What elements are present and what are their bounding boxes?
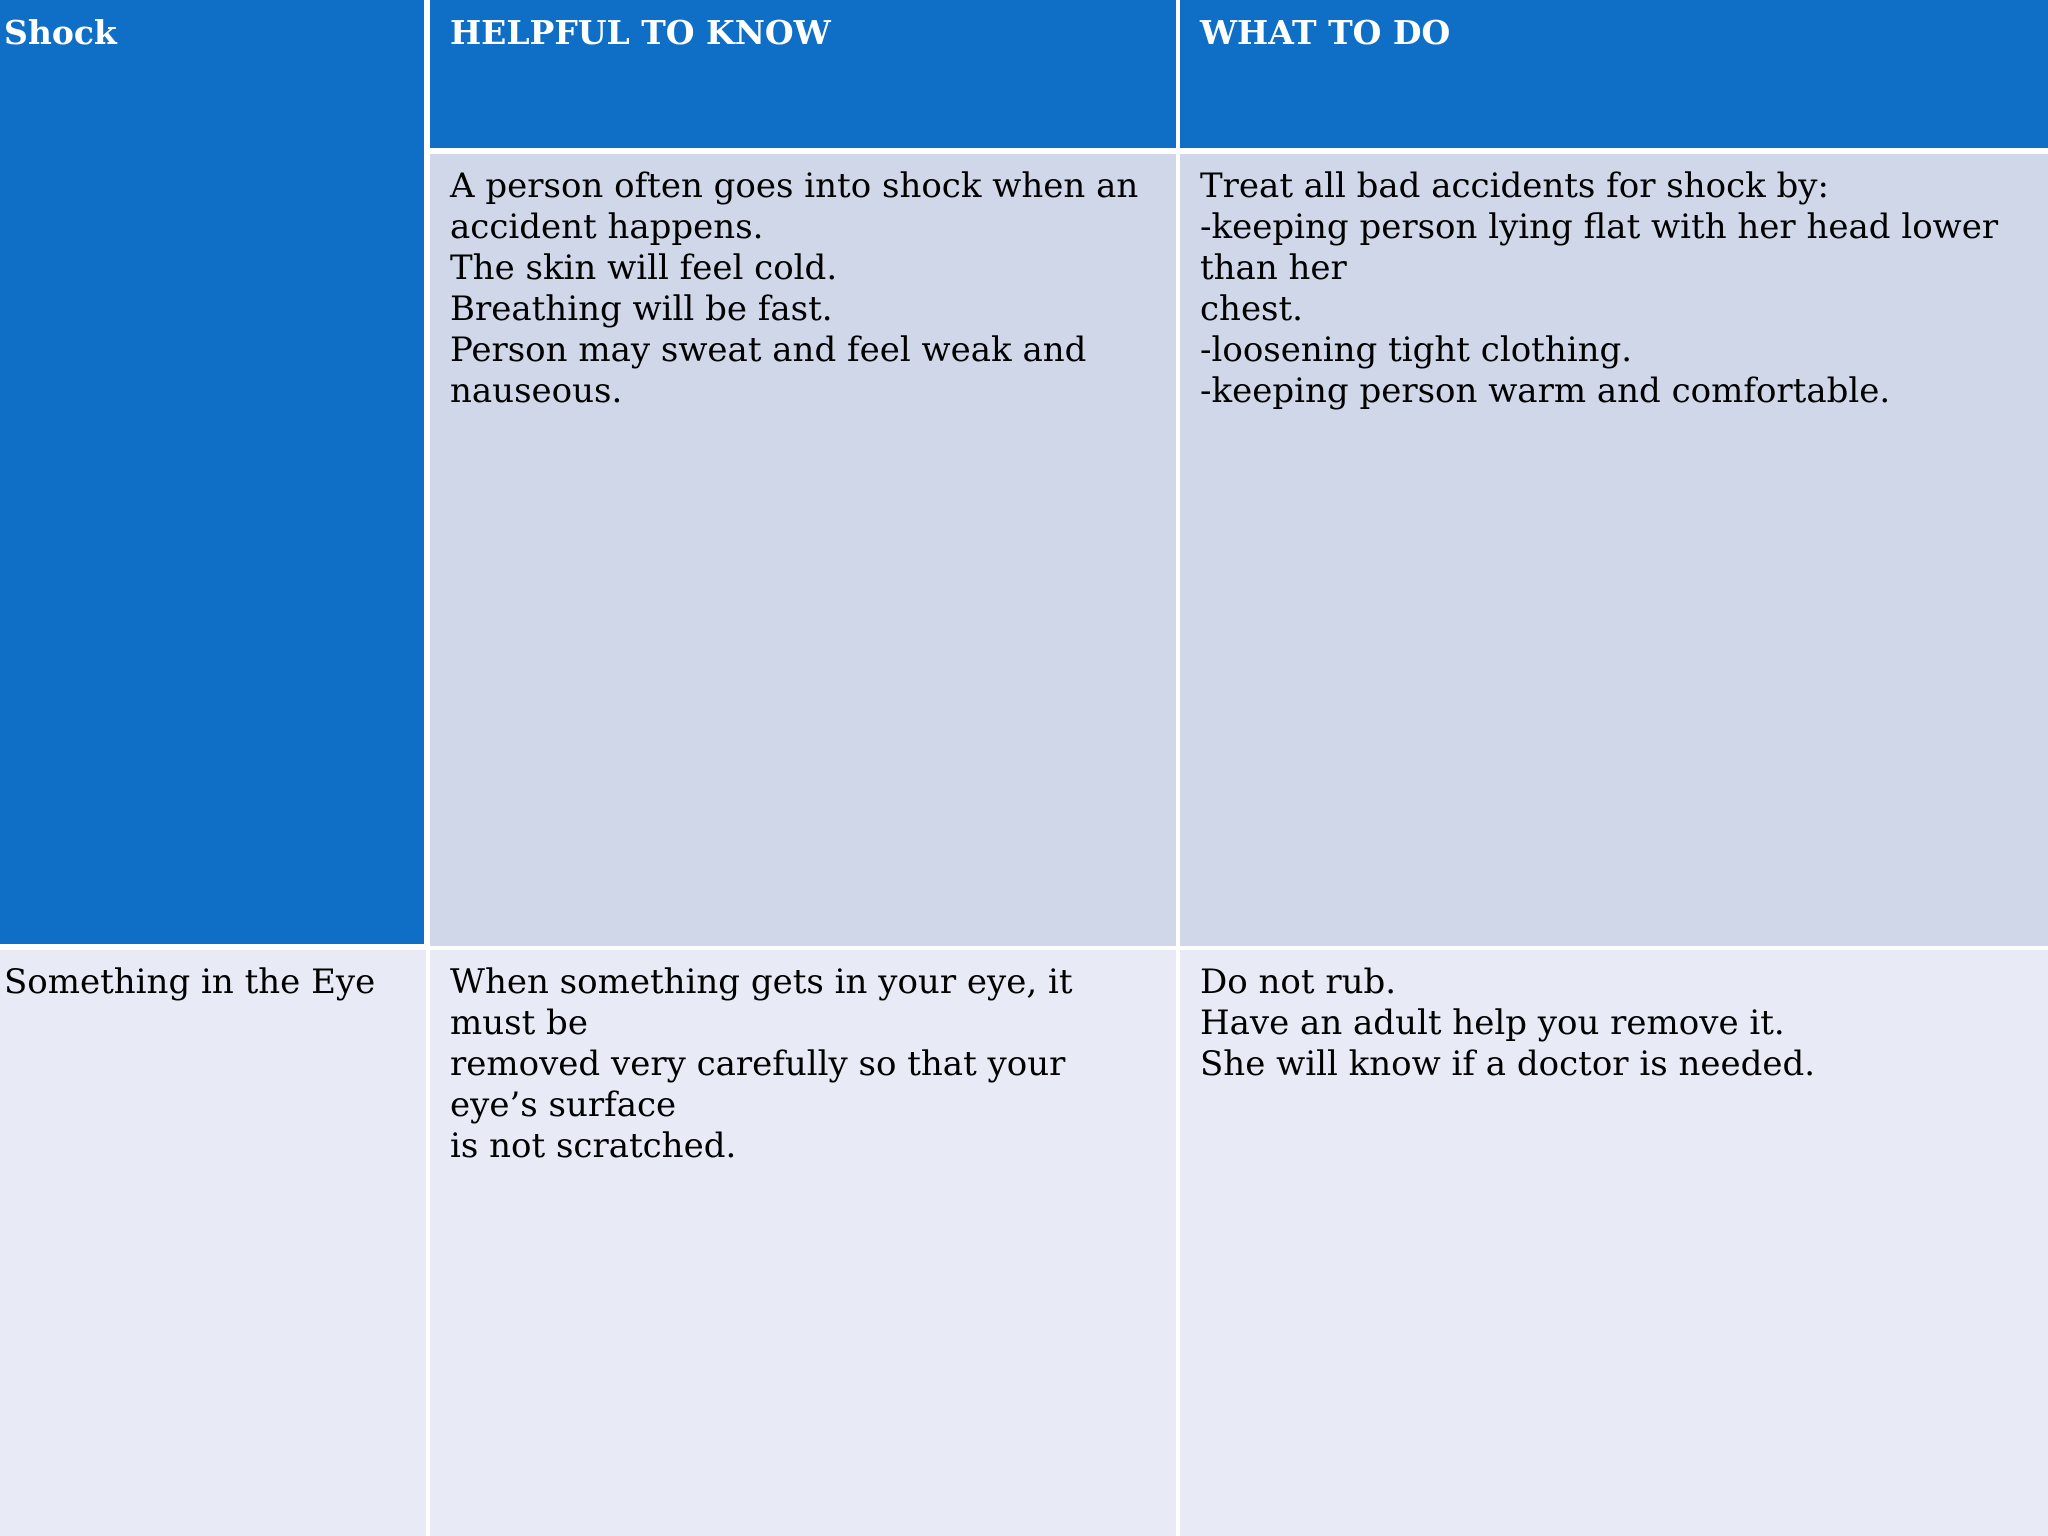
- text-line: When something gets in your eye, it must be: [450, 962, 1084, 1043]
- text-line: -loosening tight clothing.: [1200, 330, 1633, 370]
- text-line: She will know if a doctor is needed.: [1200, 1044, 1816, 1084]
- text-line: chest.: [1200, 289, 1303, 329]
- text-line: Treat all bad accidents for shock by:: [1200, 166, 1829, 206]
- topic-label: Shock: [4, 13, 117, 52]
- text-line: is not scratched.: [450, 1126, 737, 1166]
- column-header-what-to-do: [1180, 0, 2048, 148]
- text-line: -keeping person lying flat with her head lower than her: [1200, 207, 2009, 288]
- text-line: The skin will feel cold.: [450, 248, 838, 288]
- table-cell-shock-what-to-do: [1180, 154, 2048, 946]
- table-cell-shock-helpful: [430, 154, 1176, 946]
- column-header-label: HELPFUL TO KNOW: [450, 13, 831, 52]
- column-header-label: WHAT TO DO: [1200, 13, 1451, 52]
- text-line: -keeping person warm and comfortable.: [1200, 371, 1891, 411]
- topic-cell-shock: [0, 0, 424, 944]
- text-line: A person often goes into shock when an: [450, 166, 1139, 206]
- text-line: accident happens.: [450, 207, 764, 247]
- topic-cell-eye: [0, 950, 426, 1536]
- text-line: Person may sweat and feel weak and nauseous.: [450, 330, 1098, 411]
- text-line: removed very carefully so that your eye’s surface: [450, 1044, 1077, 1125]
- text-line: Have an adult help you remove it.: [1200, 1003, 1785, 1043]
- table-cell-eye-helpful: [430, 950, 1176, 1536]
- text-line: Breathing will be fast.: [450, 289, 833, 329]
- table-cell-eye-what-to-do: [1180, 950, 2048, 1536]
- topic-label: Something in the Eye: [4, 962, 376, 1002]
- text-line: Do not rub.: [1200, 962, 1397, 1002]
- column-header-helpful: [430, 0, 1176, 148]
